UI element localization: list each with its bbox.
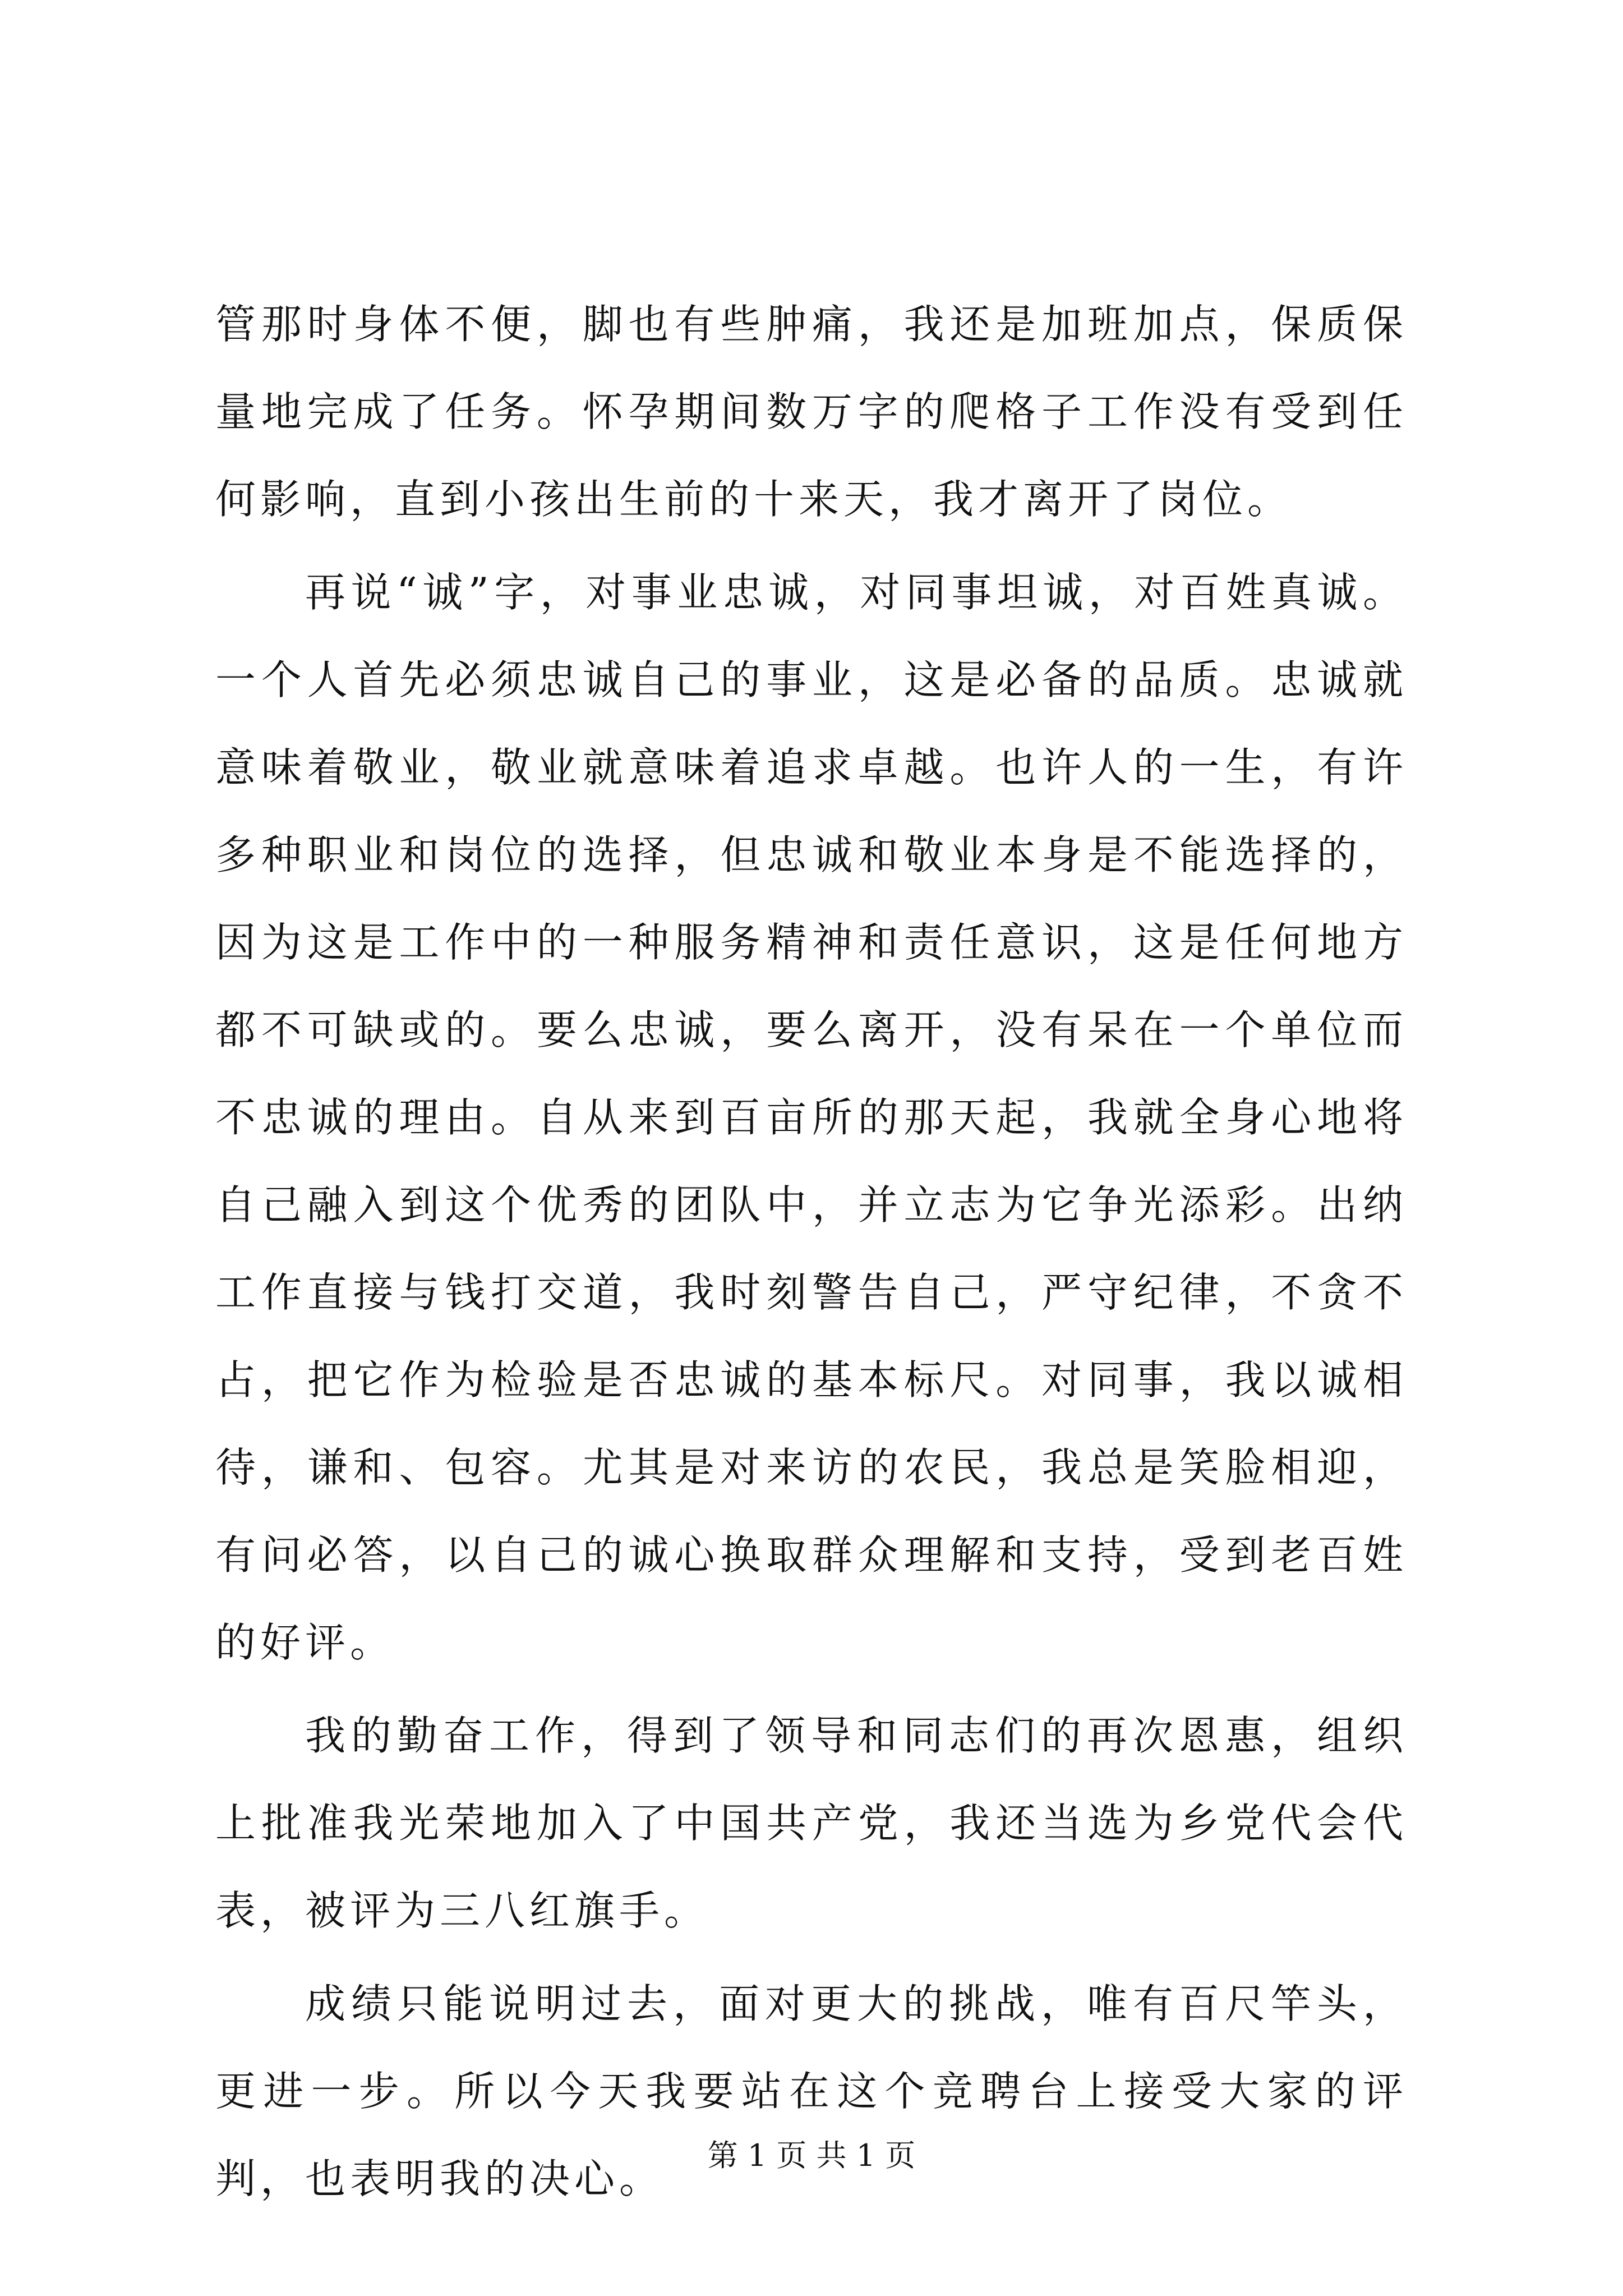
- paragraph-honors: 我的勤奋工作，得到了领导和同志们的再次恩惠，组织上批准我光荣地加入了中国共产党，我还当选为乡党代会代表，被评为三八红旗手。: [215, 1712, 1408, 1934]
- page-footer: 第 1 页 共 1 页: [707, 2138, 916, 2173]
- document-body: [215, 280, 1408, 2228]
- paragraph-continuation: 管那时身体不便，脚也有些肿痛，我还是加班加点，保质保量地完成了任务。怀孕期间数万字的爬格子工作没有受到任何影响，直到小孩出生前的十来天，我才离开了岗位。: [215, 301, 1408, 523]
- paragraph-resolve: 成绩只能说明过去，面对更大的挑战，唯有百尺竿头，更进一步。所以今天我要站在这个竞聘台上接受大家的评判，也表明我的决心。: [215, 1980, 1408, 2202]
- paragraph-sincerity: 再说“诚”字，对事业忠诚，对同事坦诚，对百姓真诚。一个人首先必须忠诚自己的事业，这是必备的品质。忠诚就意味着敬业，敬业就意味着追求卓越。也许人的一生，有许多种职业和岗位的选择，但忠诚和敬业本身是不能选择的，因为这是工作中的一种服务精神和责任意识，这是任何地方都不可缺或的。要么忠诚，要么离开，没有呆在一个单位而不忠诚的理由。自从来到百亩所的那天起，我就全身心地将自己融入到这个优秀的团队中，并立志为它争光添彩。出纳工作直接与钱打交道，我时刻警告自己，严守纪律，不贪不占，把它作为检验是否忠诚的基本标尺。对同事，我以诚相待，谦和、包容。尤其是对来访的农民，我总是笑脸相迎，有问必答，以自己的诚心换取群众理解和支持，受到老百姓的好评。: [215, 569, 1408, 1666]
